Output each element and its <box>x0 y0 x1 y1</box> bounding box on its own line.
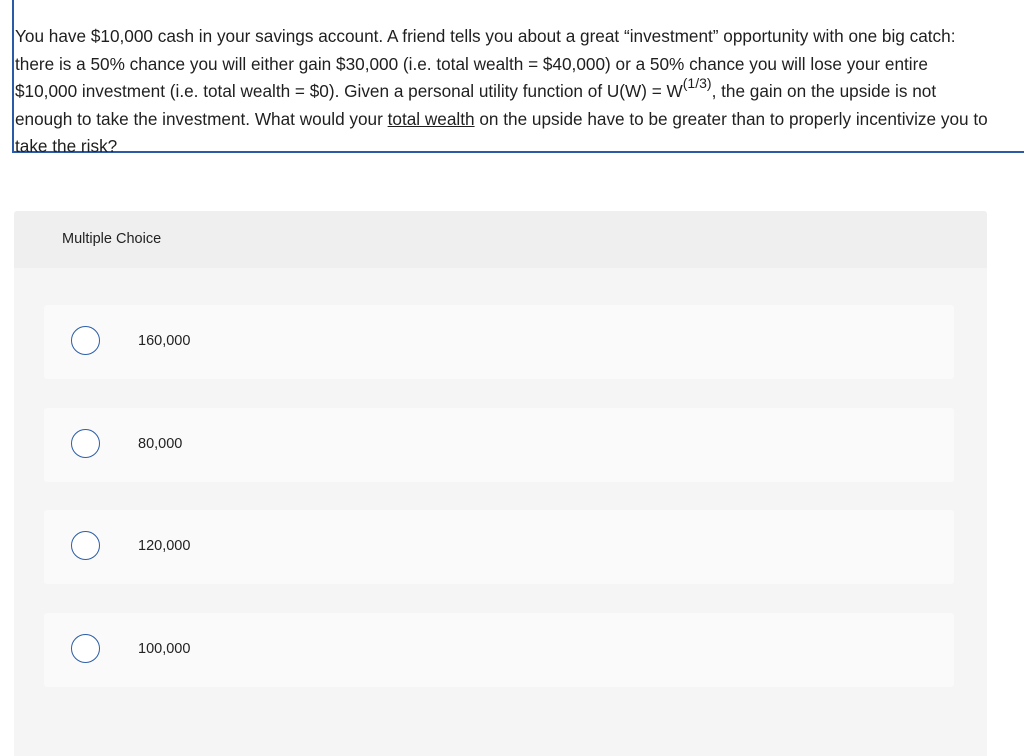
choice-option-2[interactable] <box>44 408 954 482</box>
question-part-2: , the gain on the upside is not enough to take the investment. What would your <box>15 81 937 129</box>
choice-option-4[interactable] <box>44 613 954 687</box>
total-wealth-emphasis: total wealth <box>387 108 475 129</box>
choice-option-1[interactable] <box>44 305 954 379</box>
question-part-3: on the upside have to be greater than to properly incentivize you to take the risk? <box>15 108 988 157</box>
choice-label-1: 160,000 <box>138 333 191 349</box>
multiple-choice-title: Multiple Choice <box>62 231 162 247</box>
choice-label-3: 120,000 <box>138 538 191 554</box>
multiple-choice-header <box>14 211 987 268</box>
utility-exponent: (1/3) <box>682 75 712 92</box>
multiple-choice-panel <box>14 211 987 756</box>
radio-button-3[interactable] <box>71 531 100 560</box>
question-text <box>12 0 1024 157</box>
radio-button-4[interactable] <box>71 634 100 663</box>
question-part-1: You have $10,000 cash in your savings account. A friend tells you about a great “investment” opportunity with one big catch: there is a 50% chance you will either gain $30,000 (i.e. total wealth = $40,000) or a 50% chance you will lose your entire $10,000 investment (i.e. total wealth = $0). Given a personal utility function of U(W) = W <box>15 26 956 102</box>
choice-label-4: 100,000 <box>138 641 191 657</box>
radio-button-2[interactable] <box>71 429 100 458</box>
choice-label-2: 80,000 <box>138 436 183 452</box>
radio-button-1[interactable] <box>71 326 100 355</box>
choice-option-3[interactable] <box>44 510 954 584</box>
